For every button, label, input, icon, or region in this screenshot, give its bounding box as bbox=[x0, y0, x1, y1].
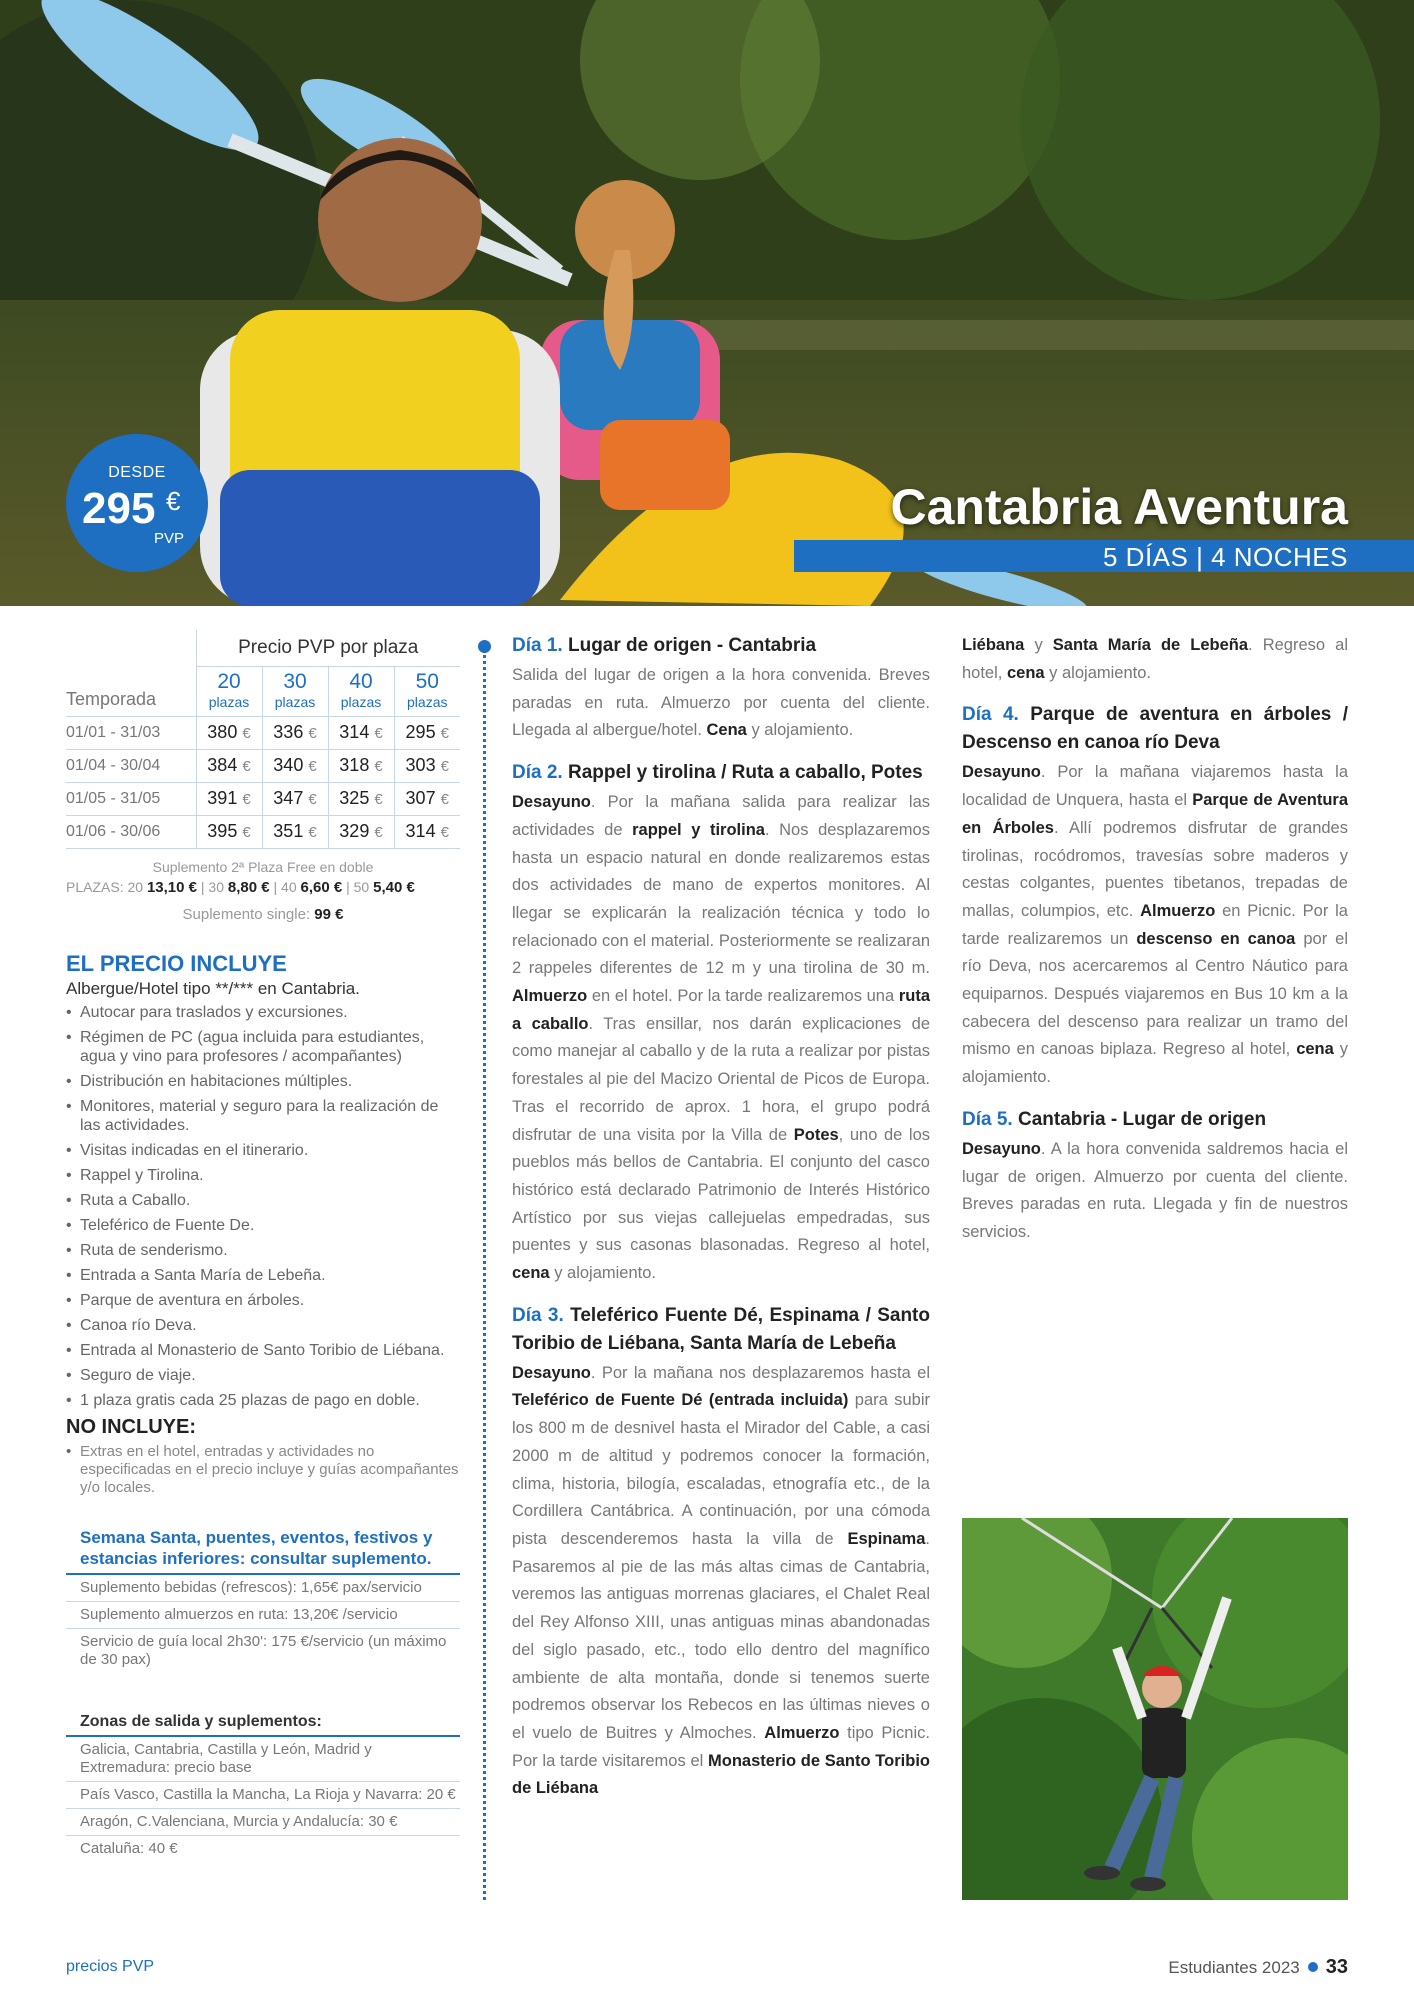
day-text-continued: Liébana y Santa María de Lebeña. Regreso al hotel, cena y alojamiento. bbox=[962, 636, 1348, 682]
page-title: Cantabria Aventura bbox=[890, 479, 1348, 535]
day-text: Salida del lugar de origen a la hora convenida. Breves paradas en ruta. Almuerzo por cuenta del cliente. Llegada al albergue/hotel. Cena y alojamiento. bbox=[512, 666, 930, 740]
zipline-photo bbox=[962, 1518, 1348, 1900]
list-item: • Parque de aventura en árboles. bbox=[66, 1291, 460, 1310]
price-table bbox=[66, 630, 460, 849]
list-item: • Distribución en habitaciones múltiples. bbox=[66, 1072, 460, 1091]
supplement-line: Suplemento bebidas (refrescos): 1,65€ pax/servicio bbox=[66, 1575, 460, 1602]
col-header-30: 30 plazas bbox=[262, 666, 328, 716]
footer-catalog: Estudiantes 2023 bbox=[1168, 1958, 1300, 1977]
itinerary-column-middle bbox=[512, 632, 930, 1817]
supplement-line: Servicio de guía local 2h30': 175 €/servicio (un máximo de 30 pax) bbox=[80, 1632, 447, 1668]
supplement-line: Suplemento almuerzos en ruta: 13,20€ /servicio bbox=[66, 1602, 460, 1629]
price-from-label: DESDE bbox=[108, 464, 166, 481]
table-row: 01/06 - 30/06 395 € 351 € 329 € 314 € bbox=[66, 815, 460, 848]
list-item: • Teleférico de Fuente De. bbox=[66, 1216, 460, 1235]
price-header: Precio PVP por plaza bbox=[196, 630, 460, 666]
list-item: • Ruta a Caballo. bbox=[66, 1191, 460, 1210]
list-item: • Régimen de PC (agua incluida para estudiantes, agua y vino para profesores / acompañantes) bbox=[66, 1028, 460, 1066]
includes-subtitle: Albergue/Hotel tipo **/*** en Cantabria. bbox=[66, 978, 360, 998]
itinerary-column-right bbox=[962, 632, 1348, 1261]
list-item: • Visitas indicadas en el itinerario. bbox=[66, 1141, 460, 1160]
not-included-title: NO INCLUYE: bbox=[66, 1415, 196, 1438]
list-item: • Entrada al Monasterio de Santo Toribio de Liébana. bbox=[66, 1341, 460, 1360]
supplement-free-note: Suplemento 2ª Plaza Free en doble bbox=[152, 858, 374, 875]
day-text: Desayuno. Por la mañana salida para realizar las actividades de rappel y tirolina. Nos desplazaremos hasta un espacio natural en donde realizaremos estas dos actividades de mano de expertos monitores. Al llegar se explicarán la realización técnica y todo lo relacionado con el material. Posteriormente se realizaran 2 rappeles diferentes de 12 m y una tirolina de 30 m. Almuerzo en el hotel. Por la tarde realizaremos una ruta a caballo. Tras ensillar, nos darán explicaciones de como manejar al caballo y de la ruta a realizar por pistas forestales al pie del Macizo Oriental de Picos de Europa. Tras el recorrido de aprox. 1 hora, el grupo podrá disfrutar de una visita por la Villa de Potes, uno de los pueblos más bellos de Cantabria. El conjunto del casco histórico está declarado Patrimonio de Interés Histórico Artístico por sus viejas callejuelas empedradas, sus puentes y sus casonas blasonadas. Regreso al hotel, cena y alojamiento. bbox=[512, 793, 931, 1283]
not-included-list bbox=[66, 1443, 460, 1497]
list-item: • Rappel y Tirolina. bbox=[66, 1166, 460, 1185]
day-heading: Día 2. Rappel y tirolina / Ruta a caballo, Potes bbox=[512, 762, 923, 784]
footer-left: precios PVP bbox=[66, 1958, 155, 1975]
price-badge bbox=[66, 434, 208, 572]
list-item: • Monitores, material y seguro para la realización de las actividades. bbox=[66, 1097, 460, 1135]
zipline-illustration bbox=[962, 1518, 1348, 1900]
col-header-20: 20 plazas bbox=[196, 666, 262, 716]
price-currency: € bbox=[166, 486, 181, 516]
list-item: • Entrada a Santa María de Lebeña. bbox=[66, 1266, 460, 1285]
day-text: Desayuno. Por la mañana viajaremos hasta la localidad de Unquera, hasta el Parque de Aventura en Árboles. Allí podremos disfrutar de grandes tirolinas, rocódromos, travesías sobre maderos y cestas colgantes, puentes tibetanos, trepadas de mallas, columpios, etc. Almuerzo en Picnic. Por la tarde realizaremos un descenso en canoa por el río Deva, nos acercaremos al Centro Náutico para equiparnos. Después viajaremos en Bus 10 km a la cabecera del descenso para realizar un tramo del mismo en canoas biplaza. Regreso al hotel, cena y alojamiento. bbox=[962, 763, 1349, 1087]
page-number: 33 bbox=[1325, 1956, 1348, 1978]
zones-title: Zonas de salida y suplementos: bbox=[66, 1713, 460, 1737]
col-header-50: 50 plazas bbox=[394, 666, 460, 716]
includes-list bbox=[66, 1003, 460, 1410]
dotted-separator bbox=[483, 650, 486, 1900]
zone-line: Aragón, C.Valenciana, Murcia y Andalucía: 30 € bbox=[66, 1809, 460, 1836]
page-subtitle: 5 DÍAS | 4 NOCHES bbox=[1103, 542, 1348, 572]
day-text: Desayuno. A la hora convenida saldremos hacia el lugar de origen. Almuerzo por cuenta del cliente. Breves paradas en ruta. Llegada y fin de nuestros servicios. bbox=[962, 1139, 1348, 1241]
price-amount: 295 bbox=[82, 484, 156, 533]
supplements-title: Semana Santa, puentes, eventos, festivos y estancias inferiores: consultar suplemento. bbox=[66, 1527, 460, 1575]
list-item: • Ruta de senderismo. bbox=[66, 1241, 460, 1260]
footer-dot-icon bbox=[1308, 1962, 1318, 1972]
price-type: PVP bbox=[154, 530, 185, 547]
day-text: Desayuno. Por la mañana nos desplazaremos hasta el Teleférico de Fuente Dé (entrada incluida) para subir los 800 m de desnivel hasta el Mirador del Cable, a casi 2000 m de altitud y podremos conocer la formación, clima, historia, bilogía, escaladas, etnografía etc., de la Cordillera Cantábrica. A continuación, por una cómoda pista descenderemos hasta la villa de Espinama. Pasaremos al pie de las más altas cimas de Cantabria, veremos las antiguas morrenas glaciares, el Chalet Real del Rey Alfonso XIII, unas antiguas minas abandonadas del siglo pasado, etc., todo ello dentro del magnífico ambiente de alta montaña, donde si tenemos suerte podremos observar los Rebecos en las últimas nieves o el vuelo de Buitres y Almoches. Almuerzo tipo Picnic. Por la tarde visitaremos el Monasterio de Santo Toribio de Liébana bbox=[512, 1363, 930, 1798]
list-item: • Canoa río Deva. bbox=[66, 1316, 460, 1335]
zone-line: Galicia, Cantabria, Castilla y León, Madrid y Extremadura: precio base bbox=[66, 1737, 460, 1782]
table-row: 01/01 - 31/03 380 € 336 € 314 € 295 € bbox=[66, 716, 460, 749]
zone-line: Cataluña: 40 € bbox=[80, 1839, 178, 1857]
col-header-40: 40 plazas bbox=[328, 666, 394, 716]
list-item: • Autocar para traslados y excursiones. bbox=[66, 1003, 460, 1022]
day-heading: Día 4. Parque de aventura en árboles / Descenso en canoa río Deva bbox=[962, 704, 1349, 754]
list-item: • Seguro de viaje. bbox=[66, 1366, 460, 1385]
table-row: 01/04 - 30/04 384 € 340 € 318 € 303 € bbox=[66, 749, 460, 782]
day-heading: Día 1. Lugar de origen - Cantabria bbox=[512, 635, 817, 656]
list-item: • 1 plaza gratis cada 25 plazas de pago en doble. bbox=[66, 1391, 460, 1410]
supplement-single: Suplemento single: 99 € bbox=[182, 905, 344, 923]
season-header: Temporada bbox=[66, 688, 157, 709]
zone-line: País Vasco, Castilla la Mancha, La Rioja y Navarra: 20 € bbox=[66, 1782, 460, 1809]
list-item: • Extras en el hotel, entradas y actividades no especificadas en el precio incluye y guías acompañantes y/o locales. bbox=[66, 1443, 460, 1497]
footer-right bbox=[1168, 1956, 1348, 1979]
includes-title: EL PRECIO INCLUYE bbox=[66, 950, 287, 976]
hero-photo bbox=[0, 0, 1414, 606]
day-heading: Día 5. Cantabria - Lugar de origen bbox=[962, 1108, 1267, 1130]
left-column bbox=[66, 630, 460, 1862]
supplement-plazas: PLAZAS: 20 13,10 € | 30 8,80 € | 40 6,60 € | 50 5,40 € bbox=[66, 878, 415, 896]
day-heading: Día 3. Teleférico Fuente Dé, Espinama / Santo Toribio de Liébana, Santa María de Lebeña bbox=[512, 1304, 930, 1354]
table-row: 01/05 - 31/05 391 € 347 € 325 € 307 € bbox=[66, 782, 460, 815]
